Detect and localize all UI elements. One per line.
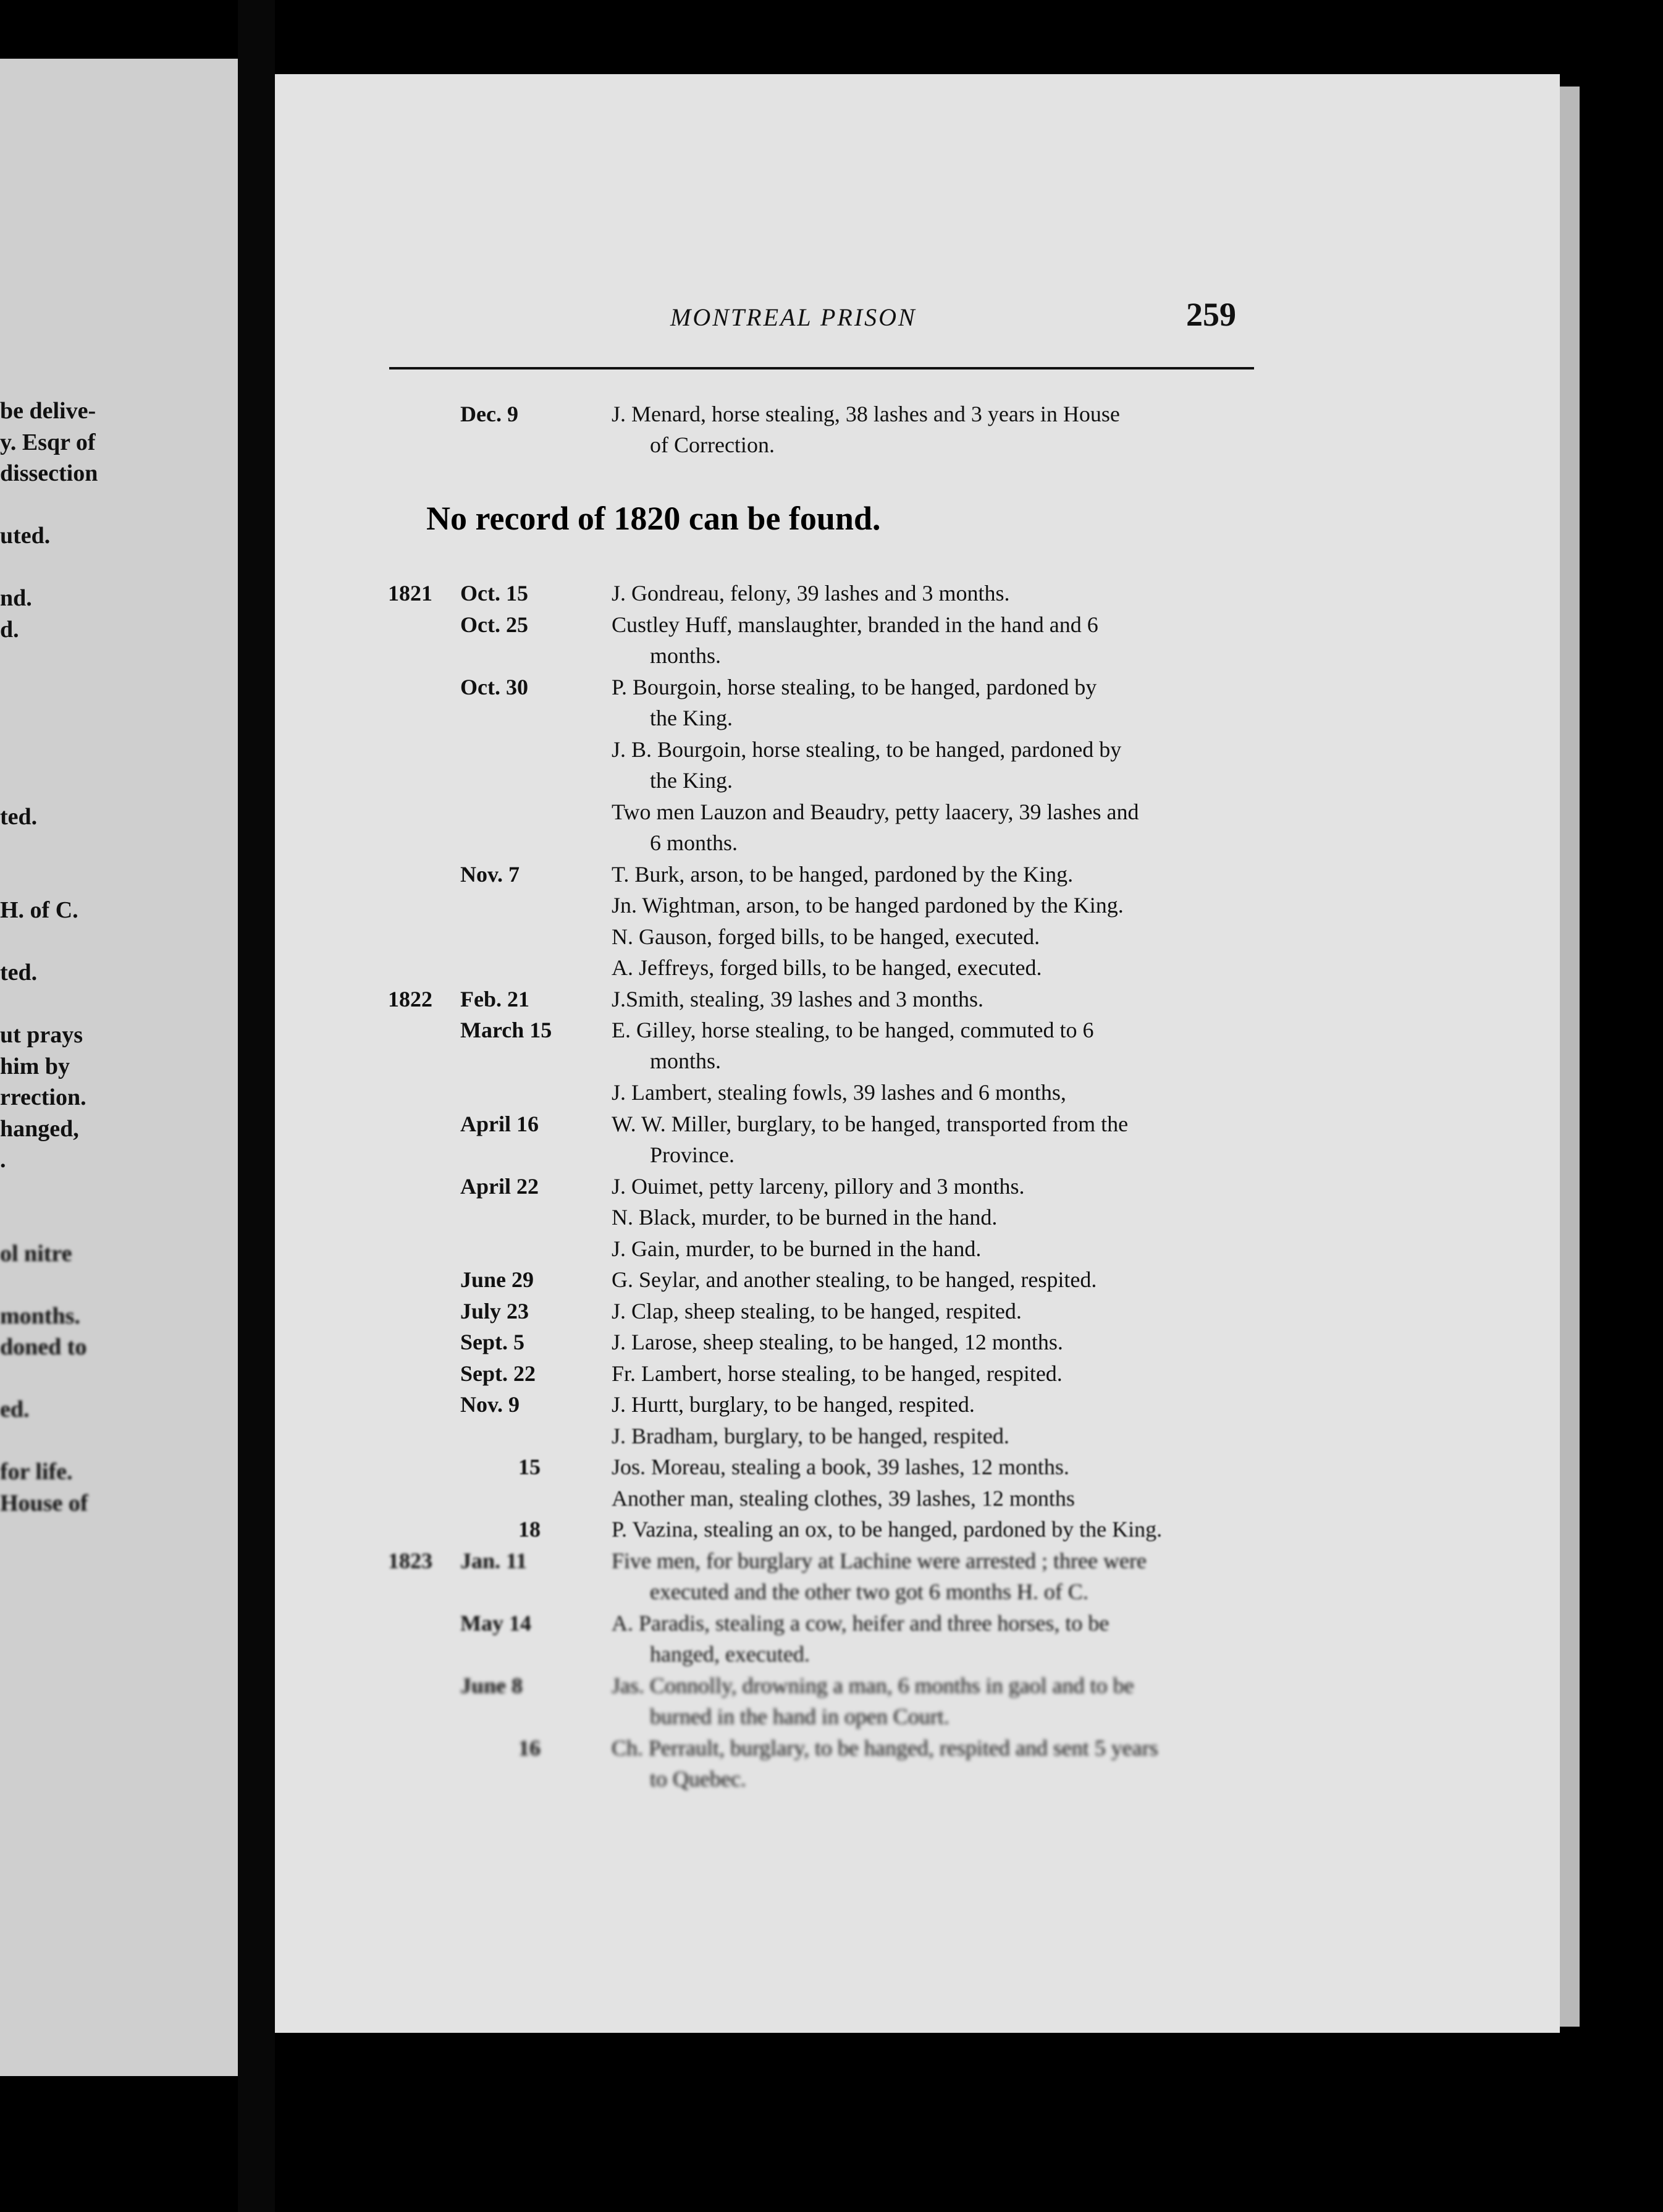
entry-line: J. Lambert, stealing fowls, 39 lashes and 6 months, xyxy=(612,1080,1066,1105)
entry-line: J.Smith, stealing, 39 lashes and 3 months. xyxy=(612,986,983,1011)
entry-line: J. Larose, sheep stealing, to be hanged, 12 months. xyxy=(612,1330,1063,1354)
running-head: MONTREAL PRISON xyxy=(670,303,917,331)
left-page-fragment: ted. xyxy=(0,960,38,986)
section-heading: No record of 1820 can be found. xyxy=(426,500,881,537)
entry-description xyxy=(612,890,1260,921)
entry-description xyxy=(612,1296,1260,1327)
entry-description xyxy=(612,672,1260,733)
entry-description xyxy=(612,1171,1260,1202)
entry-date: May 14 xyxy=(460,1610,531,1636)
entry-description xyxy=(612,1233,1260,1264)
entry-description xyxy=(612,921,1260,952)
left-page-fragment: be delive- xyxy=(0,398,96,424)
entry-date: March 15 xyxy=(460,1018,552,1042)
entry-line: E. Gilley, horse stealing, to be hanged, commuted to 6 xyxy=(612,1018,1094,1042)
entry-line: to Quebec. xyxy=(650,1766,746,1791)
entry-date: Oct. 25 xyxy=(460,612,528,637)
entry-date: June 8 xyxy=(460,1673,523,1698)
entry-description xyxy=(612,399,1260,460)
entry-line: Custley Huff, manslaughter, branded in the hand and 6 xyxy=(612,612,1098,637)
entry-line: Two men Lauzon and Beaudry, petty laacery, 39 lashes and xyxy=(612,799,1139,824)
entry-line: burned in the hand in open Court. xyxy=(650,1703,949,1729)
entry-line: Jos. Moreau, stealing a book, 39 lashes, 12 months. xyxy=(612,1454,1069,1479)
entry-date: April 22 xyxy=(460,1173,539,1199)
entry-line: J. Ouimet, petty larceny, pillory and 3 months. xyxy=(612,1173,1025,1199)
left-page-fragment: dissection xyxy=(0,460,98,486)
left-page-fragment: months. xyxy=(0,1302,80,1329)
entry-description xyxy=(612,1202,1260,1233)
entry-line: G. Seylar, and another stealing, to be hanged, respited. xyxy=(612,1267,1097,1292)
entry-description xyxy=(612,1327,1260,1357)
entry-line: J. Gain, murder, to be burned in the hand. xyxy=(612,1236,982,1261)
entry-date: April 16 xyxy=(460,1111,539,1136)
entry-date: Feb. 21 xyxy=(460,986,529,1011)
entry-date: Nov. 7 xyxy=(460,861,520,887)
entry-date: 18 xyxy=(518,1517,541,1542)
entry-line: Fr. Lambert, horse stealing, to be hanged, respited. xyxy=(612,1361,1063,1386)
entry-description xyxy=(612,1108,1260,1170)
entry-line: J. Clap, sheep stealing, to be hanged, respited. xyxy=(612,1298,1022,1323)
entry-date: Dec. 9 xyxy=(460,402,518,426)
entry-description xyxy=(612,1264,1260,1295)
entry-description xyxy=(612,952,1260,983)
entry-line: J. Bradham, burglary, to be hanged, respited. xyxy=(612,1423,1009,1448)
entry-date: 16 xyxy=(518,1735,541,1760)
entry-line: Jn. Wightman, arson, to be hanged pardoned by the King. xyxy=(612,893,1124,918)
entry-description xyxy=(612,1077,1260,1108)
left-page-fragment: ol nitre xyxy=(0,1240,72,1267)
entry-line: W. W. Miller, burglary, to be hanged, transported from the xyxy=(612,1111,1129,1136)
entry-description xyxy=(612,1358,1260,1389)
entry-date: Nov. 9 xyxy=(460,1392,520,1417)
book-gutter xyxy=(238,0,275,2212)
left-page-fragment: doned to xyxy=(0,1334,87,1360)
entry-line: executed and the other two got 6 months H. of C. xyxy=(650,1579,1088,1604)
entry-date: Jan. 11 xyxy=(460,1548,528,1573)
entry-description xyxy=(612,984,1260,1015)
left-page-fragment: ut prays xyxy=(0,1022,83,1048)
left-page-fragment: d. xyxy=(0,616,19,643)
entry-description xyxy=(612,1389,1260,1420)
entry-date: July 23 xyxy=(460,1298,529,1323)
entry-description xyxy=(612,1545,1260,1607)
entry-line: months. xyxy=(650,1049,722,1073)
left-page-fragment: . xyxy=(0,1147,6,1173)
entry-description xyxy=(612,1733,1260,1794)
entry-description xyxy=(612,1451,1260,1482)
entry-line: J. Hurtt, burglary, to be hanged, respited. xyxy=(612,1392,975,1417)
entry-date: Sept. 22 xyxy=(460,1361,536,1386)
entry-line: J. B. Bourgoin, horse stealing, to be hanged, pardoned by xyxy=(612,737,1122,762)
entry-description xyxy=(612,609,1260,671)
left-page-fragment: H. of C. xyxy=(0,897,78,923)
entry-description xyxy=(612,1483,1260,1514)
left-page-fragment: for life. xyxy=(0,1459,73,1485)
entry-line: Another man, stealing clothes, 39 lashes, 12 months xyxy=(612,1485,1075,1511)
entry-line: hanged, executed. xyxy=(650,1641,810,1666)
left-page-fragment: uted. xyxy=(0,523,51,549)
entry-line: A. Jeffreys, forged bills, to be hanged, executed. xyxy=(612,955,1042,980)
entry-date: June 29 xyxy=(460,1267,534,1292)
entry-description xyxy=(612,1514,1260,1545)
entry-line: Ch. Perrault, burglary, to be hanged, respited and sent 5 years xyxy=(612,1735,1158,1760)
left-page-fragment: him by xyxy=(0,1053,70,1079)
page-number: 259 xyxy=(1186,296,1236,333)
entry-line: Province. xyxy=(650,1142,735,1167)
left-page-fragment: House of xyxy=(0,1490,88,1516)
left-page-fragment: ted. xyxy=(0,803,38,830)
left-page-fragment: y. Esqr of xyxy=(0,429,96,455)
entry-description xyxy=(612,796,1260,858)
entry-line: T. Burk, arson, to be hanged, pardoned by the King. xyxy=(612,861,1074,887)
entry-description xyxy=(612,1608,1260,1670)
left-page-fragment: rrection. xyxy=(0,1084,86,1110)
entry-year: 1821 xyxy=(388,581,432,606)
entry-line: Five men, for burglary at Lachine were arrested ; three were xyxy=(612,1548,1147,1573)
left-page-fragment: ed. xyxy=(0,1396,30,1422)
entry-line: Jas. Connolly, drowning a man, 6 months in gaol and to be xyxy=(612,1673,1134,1698)
entry-year: 1822 xyxy=(388,986,432,1011)
entry-description xyxy=(612,734,1260,796)
entry-description xyxy=(612,578,1260,609)
entry-line: the King. xyxy=(650,767,733,793)
entry-description xyxy=(612,1015,1260,1076)
entry-line: the King. xyxy=(650,705,733,730)
entry-line: A. Paradis, stealing a cow, heifer and three horses, to be xyxy=(612,1610,1109,1636)
entry-line: N. Gauson, forged bills, to be hanged, executed. xyxy=(612,924,1040,949)
entry-description xyxy=(612,1420,1260,1451)
page-edge xyxy=(1560,87,1580,2027)
entry-description xyxy=(612,1670,1260,1732)
left-page-fragment: nd. xyxy=(0,585,32,611)
entry-line: J. Gondreau, felony, 39 lashes and 3 months. xyxy=(612,581,1010,606)
entry-line: P. Vazina, stealing an ox, to be hanged, pardoned by the King. xyxy=(612,1517,1163,1542)
left-page-fragment: hanged, xyxy=(0,1115,79,1142)
entry-line: N. Black, murder, to be burned in the hand. xyxy=(612,1205,998,1230)
entry-description xyxy=(612,859,1260,890)
header-rule xyxy=(389,367,1254,369)
entry-line: of Correction. xyxy=(650,433,775,457)
entry-year: 1823 xyxy=(388,1548,432,1573)
entry-date: Oct. 15 xyxy=(460,581,528,606)
entry-date: Oct. 30 xyxy=(460,674,528,699)
entry-date: 15 xyxy=(518,1454,541,1479)
entry-line: 6 months. xyxy=(650,830,738,855)
entry-date: Sept. 5 xyxy=(460,1330,525,1354)
entry-line: months. xyxy=(650,643,722,668)
entry-line: P. Bourgoin, horse stealing, to be hanged, pardoned by xyxy=(612,674,1097,699)
entry-line: J. Menard, horse stealing, 38 lashes and 3 years in House xyxy=(612,402,1120,426)
